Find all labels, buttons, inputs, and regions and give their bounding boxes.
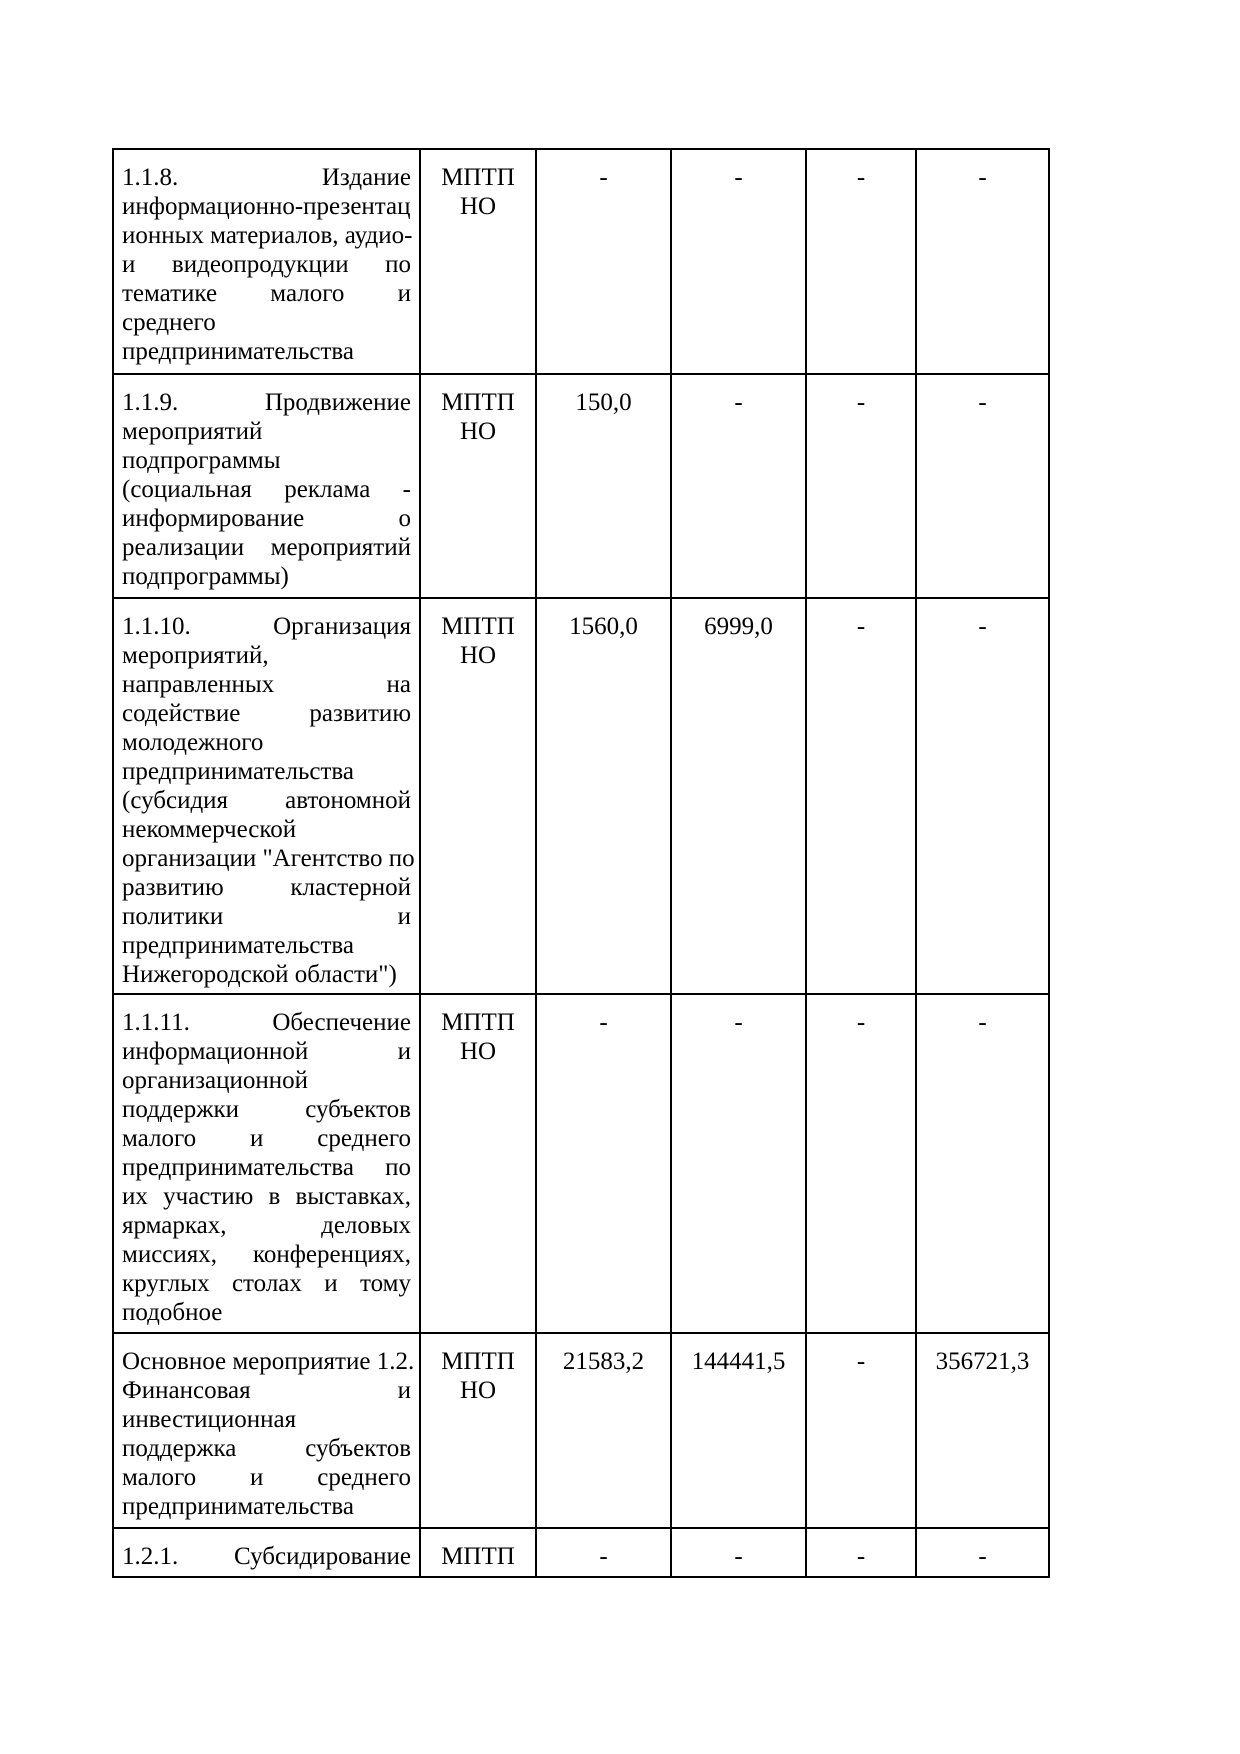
org-cell (420, 994, 536, 1333)
activity-line: информирование о (122, 505, 411, 532)
value-cell: - (671, 374, 806, 598)
activity-line: инвестиционная (122, 1406, 297, 1433)
value-cell: 1560,0 (536, 598, 671, 994)
org-line: МПТП (441, 1348, 515, 1375)
activity-line: подпрограммы) (122, 563, 289, 590)
org-line: НО (459, 1038, 497, 1065)
org-line: МПТП (441, 164, 515, 191)
activity-line: поддержка субъектов (122, 1435, 411, 1462)
activity-line: предпринимательства (122, 758, 354, 785)
value-cell: - (671, 1528, 806, 1577)
org-cell (420, 1528, 536, 1577)
activity-line: малого и среднего (122, 1464, 411, 1491)
table-row (113, 374, 1049, 598)
activity-cell (113, 994, 420, 1333)
value-cell: - (916, 994, 1049, 1333)
org-line: НО (459, 418, 497, 445)
activity-line: содействие развитию (122, 700, 411, 727)
activity-line: предпринимательства (122, 338, 354, 365)
activity-line: малого и среднего (122, 1125, 411, 1152)
table-row (113, 1333, 1049, 1528)
activity-line: миссиях, конференциях, (122, 1241, 411, 1268)
org-cell (420, 1333, 536, 1528)
activity-line: круглых столах и тому (122, 1270, 411, 1297)
table-row (113, 994, 1049, 1333)
activity-line: (социальная реклама - (122, 476, 411, 503)
value-cell: 21583,2 (536, 1333, 671, 1528)
table-row (113, 149, 1049, 374)
activity-line: тематике малого и (122, 280, 411, 307)
value-cell: - (916, 598, 1049, 994)
activity-line: развитию кластерной (122, 874, 411, 901)
activity-line: 1.1.9. Продвижение (122, 389, 411, 416)
activity-line: среднего (122, 309, 216, 336)
value-cell: - (671, 149, 806, 374)
value-cell: 150,0 (536, 374, 671, 598)
budget-table-container (112, 148, 1050, 1578)
activity-cell (113, 1528, 420, 1577)
value-cell: - (916, 374, 1049, 598)
activity-line: их участию в выставках, (122, 1183, 411, 1210)
activity-line: организационной (122, 1067, 308, 1094)
activity-line: Финансовая и (122, 1377, 411, 1404)
activity-line: направленных на (122, 671, 411, 698)
activity-line: информационно-презентац (122, 193, 411, 220)
value-cell: - (671, 994, 806, 1333)
value-cell: - (806, 149, 916, 374)
activity-cell (113, 1333, 420, 1528)
table-row (113, 598, 1049, 994)
org-line: НО (459, 1377, 497, 1404)
activity-line: политики и (122, 903, 411, 930)
value-cell: - (806, 598, 916, 994)
value-cell: - (536, 1528, 671, 1577)
activity-line: предпринимательства по (122, 1154, 411, 1181)
activity-line: реализации мероприятий (122, 534, 411, 561)
activity-line: подобное (122, 1299, 223, 1326)
activity-line: 1.1.8. Издание (122, 164, 411, 191)
activity-cell (113, 374, 420, 598)
activity-line: ярмарках, деловых (122, 1212, 411, 1239)
activity-line: мероприятий (122, 418, 263, 445)
activity-line: некоммерческой (122, 816, 297, 843)
activity-line: ионных материалов, аудио- (122, 222, 413, 249)
budget-continuation-table (112, 148, 1050, 1578)
org-line: МПТП (441, 1009, 515, 1036)
activity-line: организации "Агентство по (122, 845, 415, 872)
value-cell: - (806, 1333, 916, 1528)
activity-line: поддержки субъектов (122, 1096, 411, 1123)
value-cell: - (536, 994, 671, 1333)
activity-line: 1.1.10. Организация (122, 613, 411, 640)
activity-line: Нижегородской области") (122, 961, 397, 988)
value-cell: 144441,5 (671, 1333, 806, 1528)
org-line: МПТП (441, 1543, 515, 1570)
value-cell: - (806, 994, 916, 1333)
org-line: МПТП (441, 613, 515, 640)
org-line: НО (459, 642, 497, 669)
activity-line: Основное мероприятие 1.2. (122, 1348, 415, 1375)
value-cell: - (806, 374, 916, 598)
value-cell: - (916, 149, 1049, 374)
activity-line: 1.1.11. Обеспечение (122, 1009, 411, 1036)
activity-line: молодежного (122, 729, 264, 756)
table-row (113, 1528, 1049, 1577)
value-cell: - (916, 1528, 1049, 1577)
activity-line: и видеопродукции по (122, 251, 411, 278)
value-cell: 356721,3 (916, 1333, 1049, 1528)
activity-line: предпринимательства (122, 932, 354, 959)
activity-line: 1.2.1. Субсидирование (122, 1543, 411, 1570)
activity-cell (113, 598, 420, 994)
org-cell (420, 149, 536, 374)
value-cell: - (806, 1528, 916, 1577)
activity-line: мероприятий, (122, 642, 269, 669)
activity-cell (113, 149, 420, 374)
activity-line: подпрограммы (122, 447, 281, 474)
org-line: НО (459, 193, 497, 220)
org-cell (420, 374, 536, 598)
activity-line: (субсидия автономной (122, 787, 411, 814)
org-cell (420, 598, 536, 994)
org-line: МПТП (441, 389, 515, 416)
value-cell: 6999,0 (671, 598, 806, 994)
activity-line: предпринимательства (122, 1493, 354, 1520)
activity-line: информационной и (122, 1038, 411, 1065)
value-cell: - (536, 149, 671, 374)
